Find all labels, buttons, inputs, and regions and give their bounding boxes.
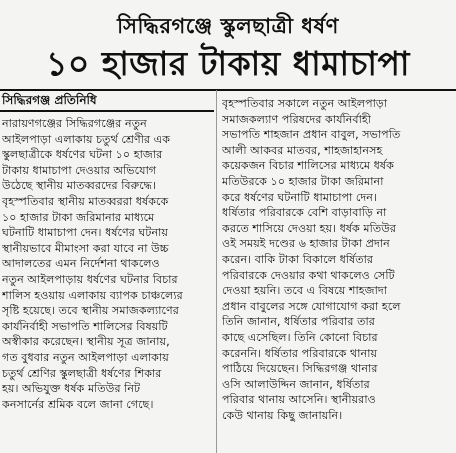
- byline-rule: [0, 110, 214, 112]
- headline-rule: [0, 89, 456, 91]
- article-line: আইলপাড়া এলাকায় চতুর্থ শ্রেণীর এক: [2, 132, 171, 146]
- article-line: সৃষ্টি হয়েছে। তবে স্থানীয় সমাজকল্যাণের: [2, 304, 179, 318]
- article-line: চতুর্থ শ্রেণির স্কুলছাত্রী ধর্ষণের শিকার: [2, 366, 162, 380]
- article-line: করে ধর্ষণের ঘটনাটি ধামাচাপা দেন।: [222, 190, 377, 204]
- article-line: আলী আকবর মাতবর, শাহজাহানসহ: [222, 143, 383, 157]
- article-line: পাঠিয়ে দিয়েছেন। সিদ্ধিরগঞ্জ থানার: [222, 362, 378, 376]
- article-line: মতিউরকে ১০ হাজার টাকা জরিমানা: [222, 174, 384, 188]
- article-line: সমাজকল্যাণ পরিষদের কার্যনির্বাহী: [222, 112, 371, 126]
- article-line: ধর্ষিতার পরিবারকে বেশি বাড়াবাড়ি না: [222, 206, 387, 220]
- article-line: টাকায় ধামাচাপা দেওয়ার অভিযোগ: [2, 163, 157, 177]
- article-line: নারায়ণগঞ্জের সিদ্ধিরগঞ্জের নতুন: [2, 117, 147, 130]
- article-line: করেন। বাকি টাকা বিকালে ধর্ষিতার: [222, 252, 374, 266]
- article-line: শালিস হওয়ায় এলাকায় ব্যাপক চাঞ্চল্যের: [2, 288, 183, 302]
- article-line: পরিবারকে দেওয়ার কথা থাকলেও সেটি: [222, 268, 395, 282]
- article-line: ঘটনাটি ধামাচাপা দেন। ধর্ষণের ঘটনায়: [2, 226, 169, 240]
- article-line: গত বুধবার নতুন আইলপাড়া এলাকায়: [2, 350, 169, 364]
- article-line: স্থানীয়ভাবে মীমাংসা করা যাবে না উচ্চ: [2, 241, 169, 255]
- article-line: দেওয়া হয়নি। তবে এ বিষয়ে শাহজাদা: [222, 284, 388, 298]
- article-kicker: সিদ্ধিরগঞ্জে স্কুলছাত্রী ধর্ষণ: [117, 14, 339, 38]
- article-line: করেননি। ধর্ষিতার পরিবারকে থানায়: [222, 346, 378, 360]
- article-line: স্কুলছাত্রীকে ধর্ষণের ঘটনা ১০ হাজার: [2, 148, 163, 162]
- article-line: সভাপতি শাহজান প্রধান বাবুল, সভাপতি: [222, 128, 401, 142]
- article-line: কার্যনির্বাহী সভাপতি শালিসের বিষয়টি: [2, 319, 168, 333]
- article-line: কয়েকজন বিচার শালিসের মাধ্যমে ধর্ষক: [222, 159, 394, 173]
- article-line: প্রধান বাবুলের সঙ্গে যোগাযোগ করা হলে: [222, 299, 401, 313]
- article-headline: ১০ হাজার টাকায় ধামাচাপা: [46, 44, 410, 83]
- byline: সিদ্ধিরগঞ্জ প্রতিনিধি: [2, 93, 97, 107]
- article-line: আদালতের এমন নির্দেশনা থাকলেও: [2, 257, 160, 271]
- article-line: ওই সময়ই দণ্ডের ৬ হাজার টাকা প্রদান: [222, 237, 390, 251]
- article-line: অস্বীকার করেছেন। স্থানীয় সূত্র জানায়,: [2, 335, 170, 349]
- article-line: কাছে এসেছিল। তিনি কোনো বিচার: [222, 330, 378, 344]
- article-line: ওসি আলাউদ্দিন জানান, ধর্ষিতার: [222, 377, 370, 391]
- article-line: বৃহস্পতিবার স্থানীয় মাতব্বররা ধর্ষককে: [2, 194, 169, 208]
- article-line: করতে শাসিয়ে দেওয়া হয়। ধর্ষক মতিউর: [222, 221, 397, 235]
- article-line: নতুন আইলপাড়ায় ধর্ষণের ঘটনার বিচার: [2, 272, 178, 286]
- article-column-left: [2, 116, 212, 412]
- article-line: পরিবার থানায় আসেনি। স্থানীয়রাও: [222, 393, 376, 407]
- article-line: উঠেছে স্থানীয় মাতব্বরদের বিরুদ্ধে।: [2, 179, 156, 193]
- article-line: কেউ থানায় কিছু জানায়নি।: [222, 408, 343, 422]
- article-line: হয়। অভিযুক্ত ধর্ষক মতিউর নিট: [2, 382, 141, 396]
- column-separator: [216, 90, 217, 453]
- article-line: বৃহস্পতিবার সকালে নতুন আইলপাড়া: [222, 97, 388, 110]
- article-line: ১০ হাজার টাকা জরিমানার মাধ্যমে: [2, 210, 155, 224]
- article-line: তিনি জানান, ধর্ষিতার পরিবার তার: [222, 315, 375, 329]
- article-column-right: [222, 96, 454, 423]
- article-line: কনসার্নের শ্রমিক বলে জানা গেছে।: [2, 397, 154, 411]
